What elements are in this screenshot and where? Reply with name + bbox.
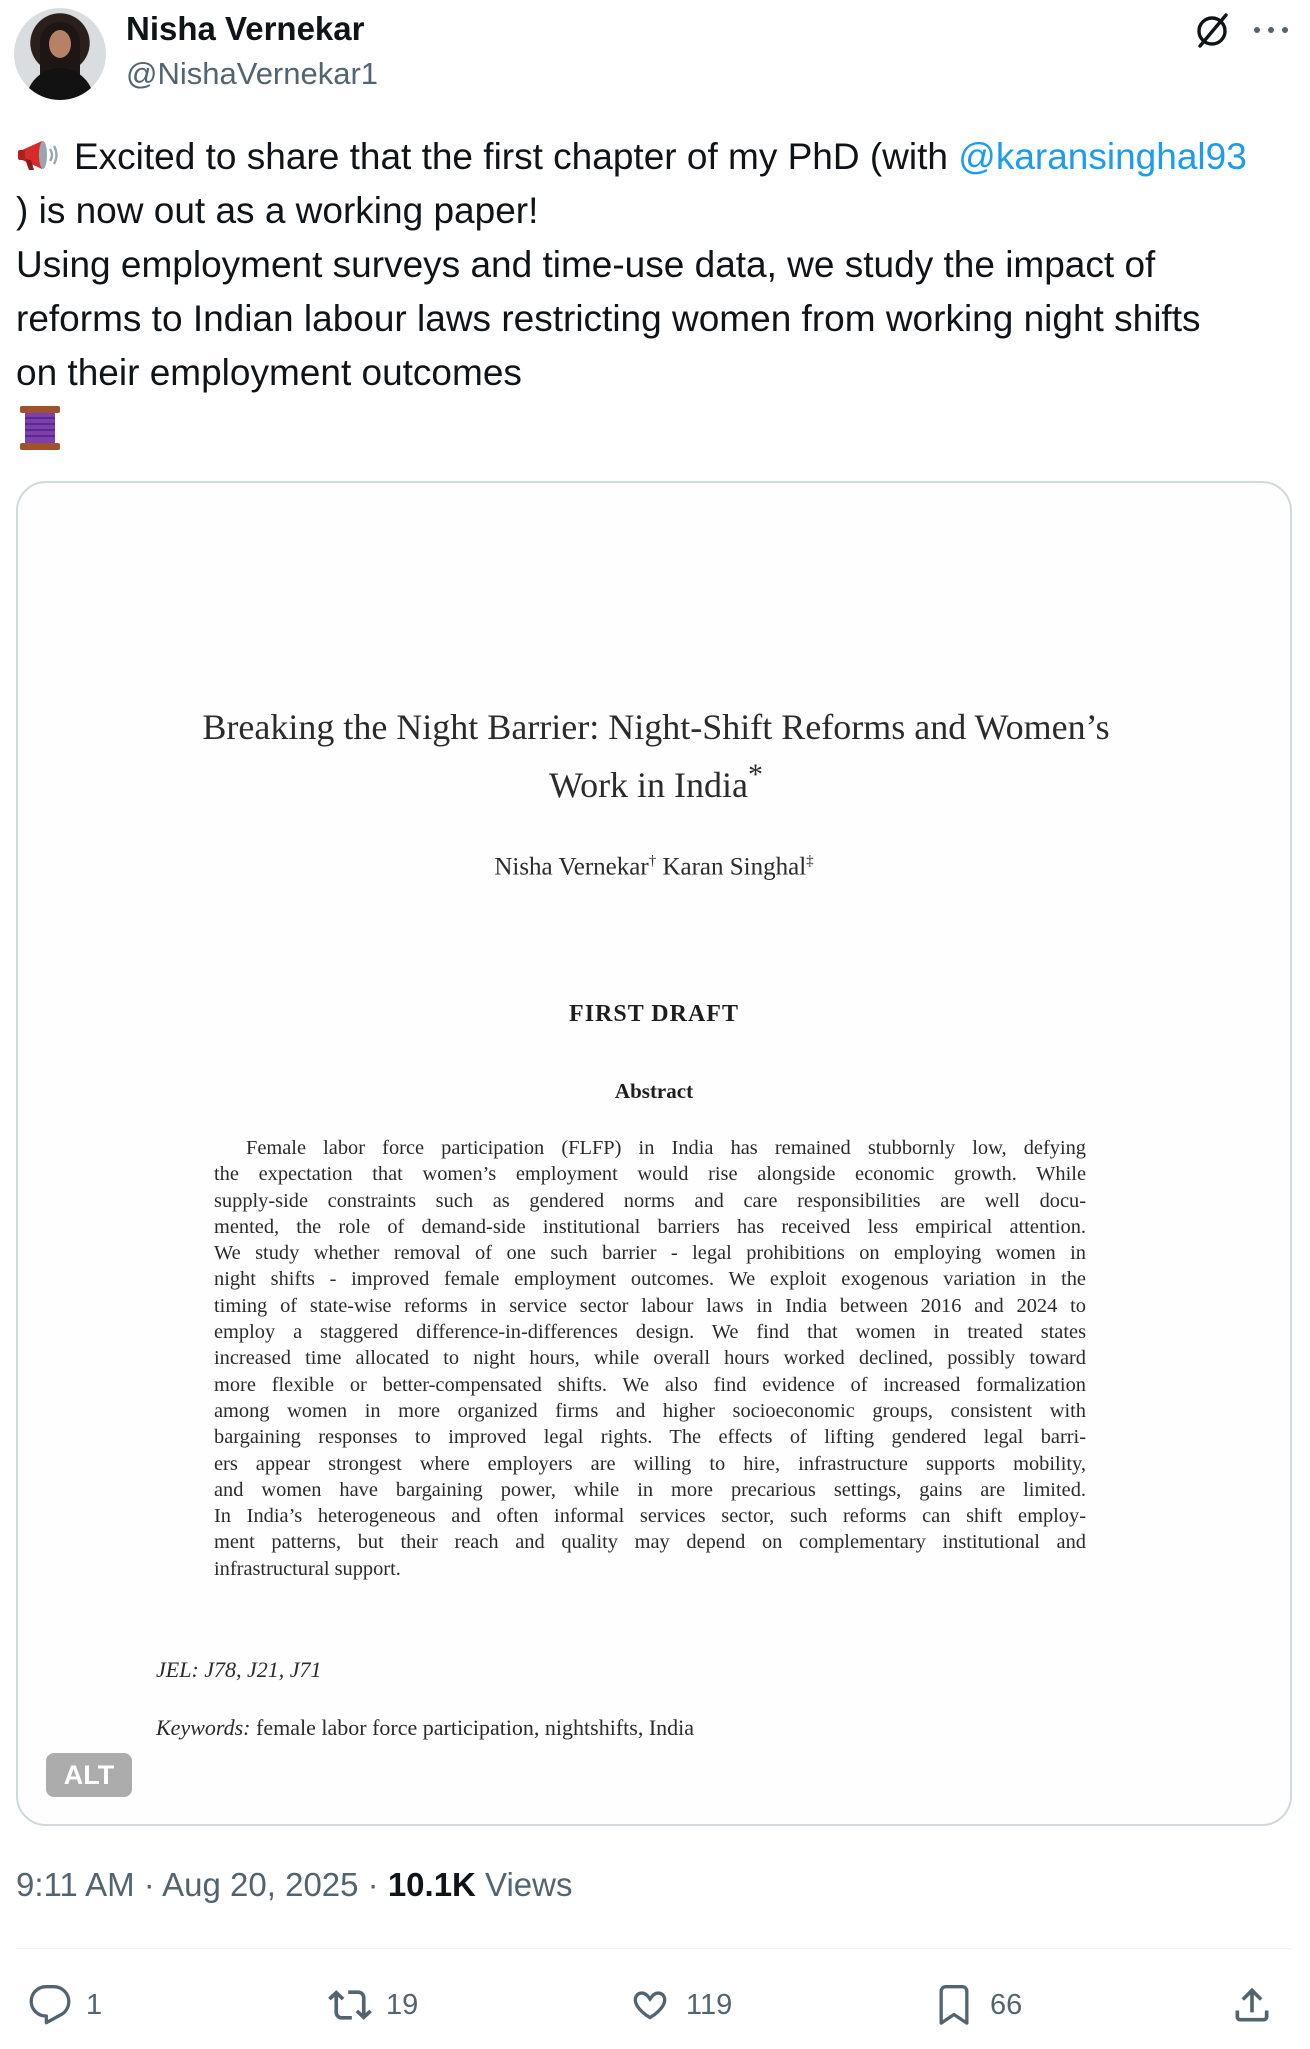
abstract-line: among women in more organized firms and higher socioeconomic groups, consistent with: [214, 1399, 1086, 1422]
bookmark-count: 66: [990, 1988, 1023, 2021]
abstract-line: the expectation that women’s employment would rise alongside economic growth. While: [214, 1163, 1086, 1186]
share-icon: [1230, 1983, 1274, 2027]
abstract-line: employ a staggered difference-in-differences design. We find that women in treated states: [214, 1321, 1086, 1344]
paper-authors: Nisha Vernekar† Karan Singhal‡: [494, 853, 814, 881]
tweet-text: [16, 130, 1296, 452]
paper-jel: JEL: J78, J21, J71: [156, 1657, 322, 1682]
tweet-line-1: [16, 130, 1296, 184]
bookmark-icon: [932, 1983, 976, 2027]
heart-icon: [628, 1983, 672, 2027]
megaphone-icon: [16, 137, 62, 173]
abstract-line: Female labor force participation (FLFP) in India has remained stubbornly low, defying: [246, 1137, 1086, 1159]
tweet-header: [0, 0, 1310, 110]
mention-link[interactable]: @karansinghal93: [958, 136, 1247, 177]
tweet-meta: 9:11 AM · Aug 20, 2025 · 10.1K Views: [16, 1866, 573, 1903]
display-name[interactable]: Nisha Vernekar: [126, 10, 365, 47]
abstract-line: In India’s heterogeneous and often informal services sector, such reforms can shift employ-: [214, 1505, 1086, 1528]
action-bar: [0, 1970, 1310, 2040]
abstract-line: supply-side constraints such as gendered norms and care responsibilities are well docu-: [214, 1189, 1086, 1212]
tweet-line-1-text: Excited to share that the first chapter of my PhD (with: [74, 136, 959, 177]
like-button[interactable]: [628, 1970, 732, 2040]
tweet-date[interactable]: Aug 20, 2025: [162, 1866, 359, 1903]
more-icon[interactable]: [1250, 12, 1292, 48]
tweet-line-2: ) is now out as a working paper!: [16, 190, 539, 231]
tweet-line-3: Using employment surveys and time-use data, we study the impact of: [16, 244, 1156, 285]
tweet-line-5: on their employment outcomes: [16, 352, 522, 393]
abstract-line: increased time allocated to night hours, while overall hours worked declined, possibly toward: [214, 1347, 1086, 1370]
repost-icon: [328, 1983, 372, 2027]
share-button[interactable]: [1230, 1970, 1288, 2040]
paper-title-line-1: Breaking the Night Barrier: Night-Shift Reforms and Women’s: [202, 707, 1110, 747]
reply-icon: [28, 1983, 72, 2027]
abstract-line: infrastructural support.: [214, 1557, 401, 1580]
bookmark-button[interactable]: [932, 1970, 1022, 2040]
media-card[interactable]: [16, 481, 1292, 1826]
divider: [16, 1948, 1292, 1949]
abstract-line: bargaining responses to improved legal rights. The effects of lifting gendered legal barri-: [214, 1426, 1086, 1449]
tweet-line-4: reforms to Indian labour laws restricting women from working night shifts: [16, 298, 1201, 339]
repost-button[interactable]: [328, 1970, 418, 2040]
paper-draft-label: FIRST DRAFT: [569, 1001, 739, 1027]
abstract-line: ment patterns, but their reach and quality may depend on complementary institutional and: [214, 1531, 1086, 1554]
paper-title-line-2: Work in India*: [548, 758, 764, 805]
avatar-face: [49, 30, 71, 58]
views-count: 10.1K: [387, 1866, 476, 1903]
paper-keywords: Keywords: female labor force participation, nightshifts, India: [156, 1715, 695, 1740]
avatar-body: [26, 68, 94, 100]
abstract-line: ers appear strongest where employers are willing to hire, infrastructure supports mobility,: [214, 1452, 1086, 1475]
abstract-line: night shifts - improved female employment outcomes. We exploit exogenous variation in the: [214, 1268, 1086, 1291]
abstract-line: and women have bargaining power, while in more precarious settings, gains are limited.: [214, 1478, 1086, 1501]
paper-title: [148, 703, 1164, 809]
avatar[interactable]: [14, 8, 106, 100]
tweet-time[interactable]: 9:11 AM: [16, 1866, 135, 1903]
abstract-line: more flexible or better-compensated shifts. We also find evidence of increased formalization: [214, 1373, 1086, 1396]
alt-badge[interactable]: ALT: [46, 1753, 132, 1797]
abstract-line: mented, the role of demand-side institutional barriers has received less empirical attention.: [214, 1215, 1086, 1238]
reply-count: 1: [86, 1988, 103, 2021]
like-count: 119: [686, 1988, 733, 2021]
paper-abstract-heading: Abstract: [614, 1079, 694, 1103]
abstract-line: timing of state-wise reforms in service sector labour laws in India between 2016 and 2024 to: [214, 1294, 1086, 1317]
views-label: Views: [475, 1866, 573, 1903]
user-handle[interactable]: @NishaVernekar1: [126, 56, 379, 91]
thread-spool-icon: [16, 404, 64, 452]
paper-abstract: [214, 1135, 1086, 1582]
reply-button[interactable]: [28, 1970, 102, 2040]
abstract-line: We study whether removal of one such barrier - legal prohibitions on employing women in: [214, 1242, 1086, 1265]
repost-count: 19: [386, 1988, 419, 2021]
grok-icon[interactable]: [1192, 10, 1232, 50]
paper-image: [18, 483, 1290, 1824]
